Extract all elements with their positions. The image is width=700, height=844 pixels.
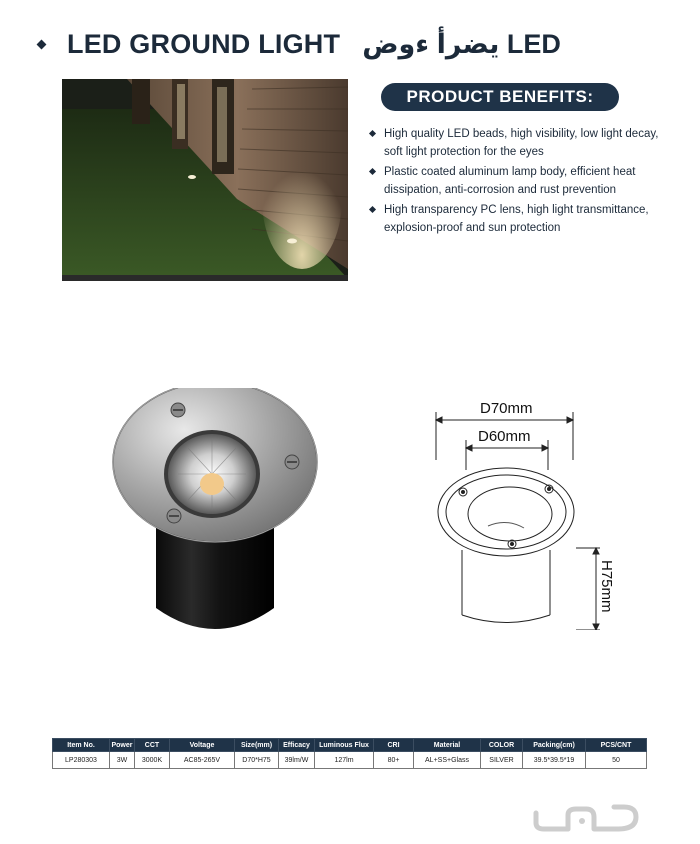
header-pcs-cnt: PCS/CNT: [586, 739, 647, 752]
title-english: LED GROUND LIGHT: [67, 28, 341, 59]
header-packing: Packing(cm): [523, 739, 586, 752]
garden-installation-photo: [62, 79, 348, 281]
outer-diameter-label: D70mm: [480, 400, 533, 417]
benefit-text: High transparency PC lens, high light transmittance, explosion-proof and sun protection: [384, 204, 649, 234]
header-item-no: Item No.: [53, 739, 110, 752]
title-bullet-icon: [37, 39, 47, 49]
cell-color: SILVER: [481, 752, 523, 769]
header-size: Size(mm): [235, 739, 279, 752]
benefit-item: [368, 163, 680, 199]
spec-header-row: [53, 739, 647, 752]
spec-table: [52, 738, 647, 769]
header-voltage: Voltage: [170, 739, 235, 752]
dimension-drawing: [428, 390, 628, 630]
diamond-bullet-icon: [369, 206, 376, 213]
benefit-item: [368, 125, 680, 161]
cell-material: AL+SS+Glass: [414, 752, 481, 769]
ground-light-product-photo: [108, 388, 322, 634]
inner-diameter-label: D60mm: [478, 428, 531, 445]
header-efficacy: Efficacy: [279, 739, 315, 752]
header-cct: CCT: [135, 739, 170, 752]
cell-packing: 39.5*39.5*19: [523, 752, 586, 769]
height-label: H75mm: [598, 560, 615, 613]
cell-cri: 80+: [374, 752, 414, 769]
cell-item-no: LP280303: [53, 752, 110, 769]
cell-size: D70*H75: [235, 752, 279, 769]
table-row: [53, 752, 647, 769]
cell-cct: 3000K: [135, 752, 170, 769]
diamond-bullet-icon: [369, 168, 376, 175]
cell-pcs-cnt: 50: [586, 752, 647, 769]
product-benefits-heading: PRODUCT BENEFITS:: [381, 83, 619, 111]
header-cri: CRI: [374, 739, 414, 752]
cell-efficacy: 39lm/W: [279, 752, 315, 769]
benefit-text: Plastic coated aluminum lamp body, efficient heat dissipation, anti-corrosion and rust prevention: [384, 166, 636, 196]
benefit-text: High quality LED beads, high visibility, low light decay, soft light protection for the eyes: [384, 128, 659, 158]
diamond-bullet-icon: [369, 130, 376, 137]
header-power: Power: [110, 739, 135, 752]
cell-luminous-flux: 127lm: [315, 752, 374, 769]
header-material: Material: [414, 739, 481, 752]
header-color: COLOR: [481, 739, 523, 752]
header-luminous-flux: Luminous Flux: [315, 739, 374, 752]
benefit-item: [368, 201, 680, 237]
title-arabic: LED يضرأ ءوض: [362, 28, 561, 59]
benefits-list: [368, 125, 680, 239]
title-row: [38, 24, 561, 64]
haraj-watermark-logo: [528, 799, 644, 835]
cell-power: 3W: [110, 752, 135, 769]
cell-voltage: AC85-265V: [170, 752, 235, 769]
